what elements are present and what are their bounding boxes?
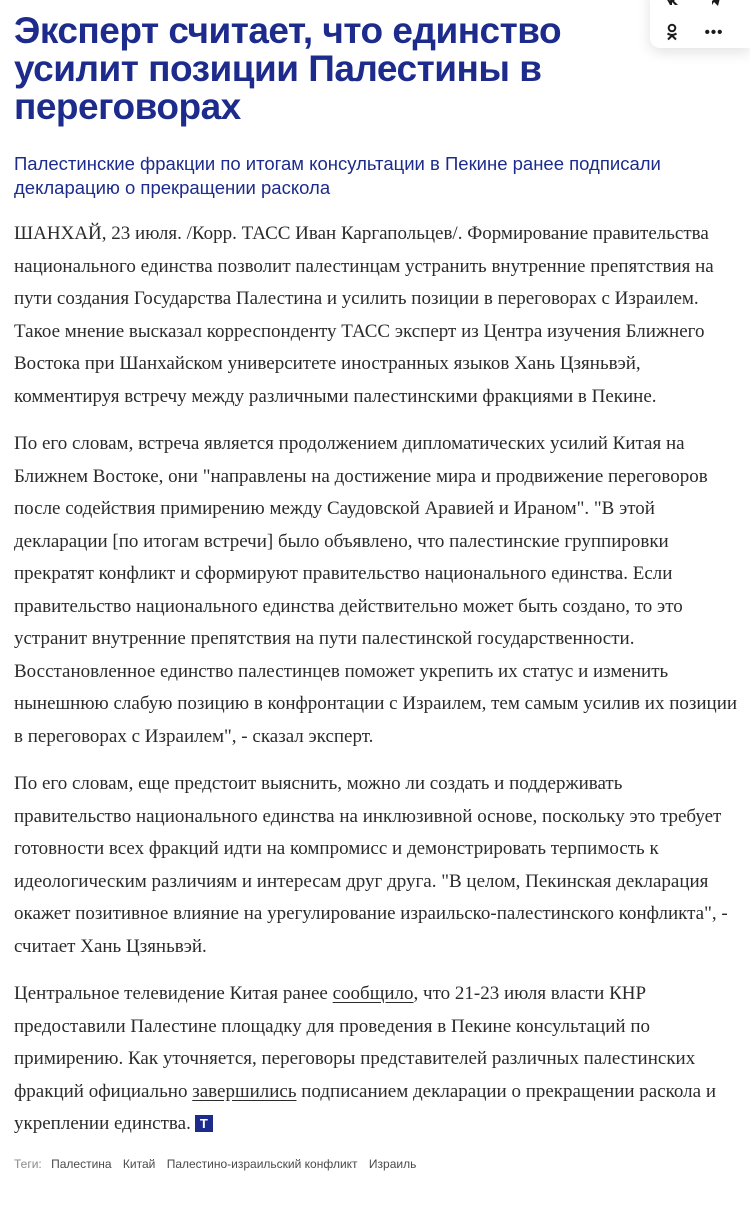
article-body bbox=[14, 218, 738, 1141]
tag-china[interactable]: Китай bbox=[122, 1156, 156, 1171]
paragraph-2: По его словам, встреча является продолжением дипломатических усилий Китая на Ближнем Востоке, они "направлены на достижение мира и продвижение переговоров после содействия примирению между Саудовской Аравией и Ираном". "В этой декларации [по итогам встречи] было объявлено, что палестинские группировки прекратят конфликт и сформируют правительство национального единства. Если правительство национального единства действительно может быть создано, то это устранит внутренние препятствия на пути палестинской государственности. Восстановленное единство палестинцев поможет укрепить их статус и изменить нынешнюю слабую позицию в конфронтации с Израилем, тем самым усилив их позиции в переговорах с Израилем", - сказал эксперт. bbox=[14, 433, 738, 747]
paragraph-4 bbox=[14, 978, 738, 1141]
tags-row bbox=[14, 1156, 738, 1172]
paragraph-4-text-a: Центральное телевидение Китая ранее bbox=[14, 983, 333, 1004]
article bbox=[14, 12, 738, 1172]
tag-palestine[interactable]: Палестина bbox=[51, 1156, 112, 1171]
tass-end-mark: Т bbox=[195, 1115, 213, 1132]
paragraph-3: По его словам, еще предстоит выяснить, можно ли создать и поддерживать правительство национального единства на инклюзивной основе, поскольку это требует готовности всех фракций идти на компромисс и демонстрировать терпимость к идеологическим различиям и интересам друг друга. "В целом, Пекинская декларация окажет позитивное влияние на урегулирование израильско-палестинского конфликта", - считает Хань Цзяньвэй. bbox=[14, 773, 728, 957]
article-headline: Эксперт считает, что единство усилит позиции Палестины в переговорах bbox=[14, 10, 562, 127]
paragraph-4-text-b: , что 21-23 июля власти КНР предоставили Палестине площадку для проведения в Пекине консультаций по примирению. Как уточняется, переговоры представителей различных палестинских фракций официально bbox=[14, 983, 696, 1102]
tag-conflict[interactable]: Палестино-израильский конфликт bbox=[166, 1156, 358, 1171]
paragraph-4-text-c: подписанием декларации о прекращении раскола и укреплении единства. bbox=[14, 1080, 716, 1134]
reported-link[interactable]: сообщило bbox=[332, 983, 414, 1004]
concluded-link[interactable]: завершились bbox=[192, 1080, 297, 1102]
tag-israel[interactable]: Израиль bbox=[368, 1156, 417, 1171]
paragraph-1: ШАНХАЙ, 23 июля. /Корр. ТАСС Иван Каргапольцев/. Формирование правительства национального единства позволит палестинцам устранить внутренние препятствия на пути создания Государства Палестина и усилить позиции в переговорах с Израилем. Такое мнение высказал корреспонденту ТАСС эксперт из Центра изучения Ближнего Востока при Шанхайском университете иностранных языков Хань Цзяньвэй, комментируя встречу между различными палестинскими фракциями в Пекине. bbox=[14, 223, 714, 407]
article-lead: Палестинские фракции по итогам консультации в Пекине ранее подписали декларацию о прекращении раскола bbox=[14, 153, 661, 198]
more-icon[interactable]: ••• bbox=[704, 23, 724, 41]
tags-label: Теги: bbox=[14, 1156, 42, 1171]
